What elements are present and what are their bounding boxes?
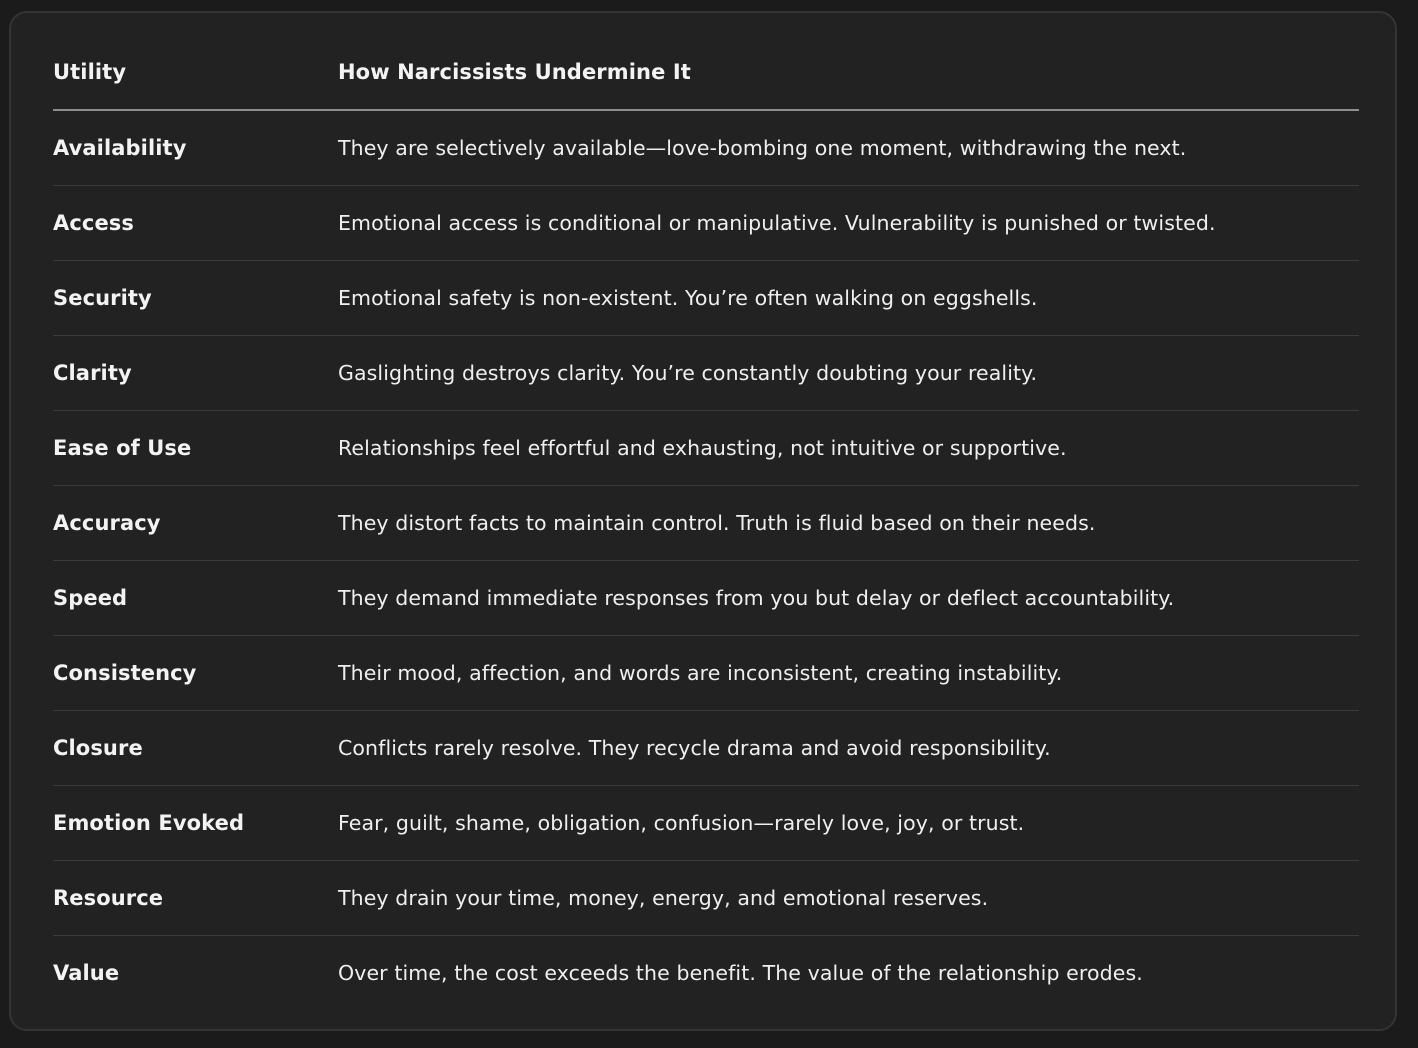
utility-cell: Ease of Use <box>53 436 192 460</box>
description-cell: Over time, the cost exceeds the benefit. The value of the relationship erodes. <box>338 961 1143 985</box>
column-header-utility: Utility <box>53 35 338 110</box>
description-cell: They drain your time, money, energy, and emotional reserves. <box>338 886 989 910</box>
description-cell: Emotional access is conditional or manipulative. Vulnerability is punished or twisted. <box>338 211 1216 235</box>
table-row <box>53 486 1359 561</box>
table-row <box>53 561 1359 636</box>
description-cell: Emotional safety is non-existent. You’re often walking on eggshells. <box>338 286 1038 310</box>
table-header <box>53 35 1359 110</box>
column-header-undermine: How Narcissists Undermine It <box>338 35 1359 110</box>
utility-cell: Access <box>53 211 134 235</box>
utility-cell: Clarity <box>53 361 132 385</box>
description-cell: They distort facts to maintain control. Truth is fluid based on their needs. <box>338 511 1096 535</box>
utility-cell: Accuracy <box>53 511 161 535</box>
utility-cell: Speed <box>53 586 128 610</box>
table-row <box>53 336 1359 411</box>
description-cell: Relationships feel effortful and exhausting, not intuitive or supportive. <box>338 436 1067 460</box>
description-cell: Their mood, affection, and words are inconsistent, creating instability. <box>338 661 1063 685</box>
table-row <box>53 411 1359 486</box>
description-cell: Gaslighting destroys clarity. You’re constantly doubting your reality. <box>338 361 1038 385</box>
utility-cell: Value <box>53 961 120 985</box>
utility-cell: Consistency <box>53 661 197 685</box>
utility-cell: Availability <box>53 136 187 160</box>
table-row <box>53 110 1359 186</box>
description-cell: They demand immediate responses from you but delay or deflect accountability. <box>338 586 1175 610</box>
description-cell: They are selectively available—love-bombing one moment, withdrawing the next. <box>338 136 1187 160</box>
table-row <box>53 936 1359 1011</box>
utility-table <box>53 35 1359 1010</box>
table-row <box>53 186 1359 261</box>
header-row <box>53 35 1359 110</box>
utility-cell: Emotion Evoked <box>53 811 245 835</box>
table-row <box>53 711 1359 786</box>
table-row <box>53 786 1359 861</box>
utility-cell: Security <box>53 286 152 310</box>
table-row <box>53 261 1359 336</box>
description-cell: Fear, guilt, shame, obligation, confusion—rarely love, joy, or trust. <box>338 811 1025 835</box>
utility-cell: Closure <box>53 736 143 760</box>
table-body <box>53 110 1359 1010</box>
table-row <box>53 861 1359 936</box>
table-card <box>9 11 1397 1031</box>
utility-cell: Resource <box>53 886 164 910</box>
table-row <box>53 636 1359 711</box>
description-cell: Conflicts rarely resolve. They recycle drama and avoid responsibility. <box>338 736 1051 760</box>
